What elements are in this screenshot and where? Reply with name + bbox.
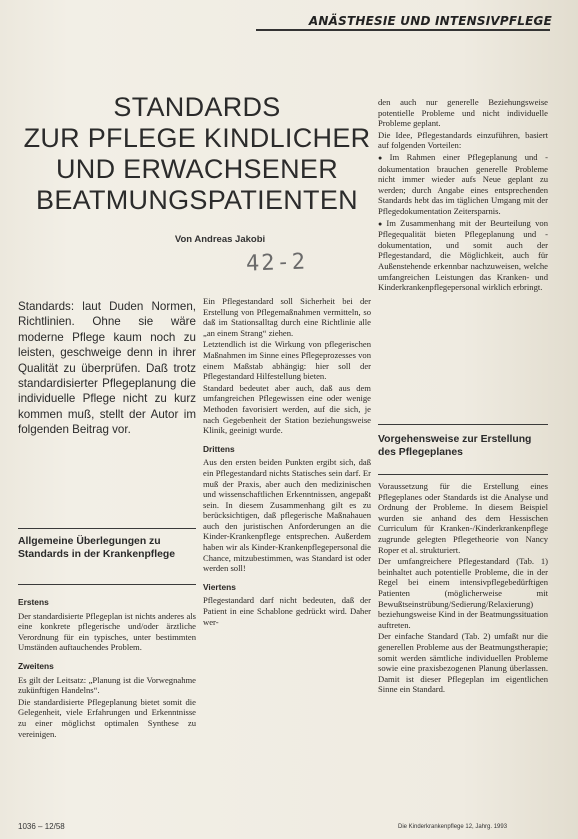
divider <box>18 528 196 529</box>
page-number: 1036 – 12/58 <box>18 822 65 831</box>
subheading: Erstens <box>18 597 49 607</box>
paragraph: Letztendlich ist die Wirkung von pflegerischen Maßnahmen im Sinne eines Pflegeprozesses von einem Maßstab abhängig: hier soll der Pflegestandard Hilfestellung bieten. <box>203 339 371 382</box>
handwritten-note: 42-2 <box>245 249 308 277</box>
bullet-item: ● Im Zusammenhang mit der Beurteilung von Pflegequalität bieten Pflegeplanung und -dokumentation, und somit auch der Pflegestandard, die Möglichkeit, auch für Außenstehende erkennbar nachzuweisen, welche umfangreichen Leistungen das Kranken- und Kinderkrankenpflegepersonal wirklich erbringt. <box>378 218 548 293</box>
article-title <box>12 92 382 216</box>
journal-footer: Die Kinderkrankenpflege 12, Jahrg. 1993 <box>398 824 508 830</box>
subheading: Drittens <box>203 443 235 454</box>
section-tag: ANÄSTHESIE UND INTENSIVPFLEGE <box>308 14 552 28</box>
paragraph: Aus den ersten beiden Punkten ergibt sich, daß ein Pflegestandard nichts Statisches sein darf. Er muß der Praxis, aber auch den medizinischen und wissenschaftlichen Erkenntnissen, angepaßt sein. In diesem Zusammenhang gilt es zu berücksichtigen, daß pflegerische Maßnahauen auch den juristischen Anforderungen an die Kinder-Krankenpflege entsprechen. Außerdem haben wir als Kinder-Krankenpflegepersonal die Chance, mitzubestimmen, was Standard ist oder werden soll! <box>203 457 371 574</box>
paragraph: Die Idee, Pflegestandards einzuführen, basiert auf folgenden Vorteilen: <box>378 129 548 151</box>
author-line: Von Andreas Jakobi <box>174 234 266 245</box>
paragraph: Ein Pflegestandard soll Sicherheit bei der Erstellung von Pflegemaßnahmen vermitteln, so daß im Stationsalltag durch eine Richtlinie alle „an einem Strang“ ziehen. <box>203 296 371 338</box>
title-line: ZUR PFLEGE KINDLICHER <box>23 123 371 153</box>
paragraph: Pflegestandard darf nicht bedeuten, daß der Patient in eine Schablone gedrückt wird. Daher wer- <box>203 595 371 627</box>
divider <box>378 474 548 475</box>
column-middle <box>203 296 371 628</box>
column-right-lower <box>378 481 548 696</box>
paragraph: Der einfache Standard (Tab. 2) umfaßt nur die generellen Probleme aus der Beatmungstherapie; somit werden sämtliche individuellen Probleme sowie eine praxisbezogenen Planung überlassen. Damit ist dieser Pflegeplan im eigentlichen Sinne ein Standard. <box>378 631 548 695</box>
title-line: STANDARDS <box>113 92 281 122</box>
paragraph: den auch nur generelle Beziehungsweise potentielle Probleme und nicht individuelle Probleme geplant. <box>378 97 548 129</box>
divider <box>18 584 196 585</box>
section-heading-right: Vorgehensweise zur Erstellung des Pflegeplanes <box>378 434 532 458</box>
lead-paragraph: Standards: laut Duden Normen, Richtlinien. Ohne sie wäre moderne Pflege kaum noch zu leisten, geschweige denn in ihrer Qualität zu überprüfen. Daß trotz standardisierter Pflegeplanung die individuelle Pflege nicht zu kurz kommen muß, stellt der Autor im folgenden Beitrag vor. <box>18 300 196 437</box>
section-heading-left: Allgemeine Überlegungen zu Standards in der Krankenpflege <box>18 536 176 560</box>
header-rule <box>256 29 550 31</box>
paragraph: Der standardisierte Pflegeplan ist nichts anderes als eine konkrete pflegerische und/oder ärztliche Verordnung für ein typisches, unter bestimmten Umständen auftauchendes Problem. <box>18 610 196 653</box>
column-left <box>18 593 196 740</box>
title-line: BEATMUNGSPATIENTEN <box>36 185 358 215</box>
bullet-item: ● Im Rahmen einer Pflegeplanung und -dokumentation brauchen generelle Probleme nicht immer wieder aufs Neue geplant zu werden; durch Angabe eines entsprechenden Standards hebt das im täglichen Umgang mit der Pflegedokumentation Zeitersparnis. <box>378 152 548 217</box>
paragraph: Es gilt der Leitsatz: „Planung ist die Vorwegnahme zukünftigen Handelns“. <box>18 674 196 696</box>
paragraph: Der umfangreichere Pflegestandard (Tab. 1) beinhaltet auch potentielle Probleme, die in der Regel bei einem intensivpflegebedürftigen Patienten (möglicherweise mit Bewußtseinstrübung/Sedierung/Relaxierung) beziehungsweise Kind in der Beatmungssituation auftreten. <box>378 556 548 630</box>
title-line: UND ERWACHSENER <box>55 154 339 184</box>
subheading: Zweitens <box>18 660 54 671</box>
divider <box>378 424 548 425</box>
paragraph: Standard bedeutet aber auch, daß aus dem umfangreichen Pflegewissen eine oder wenige Methoden favorisiert werden, auf die sich, je nach Gegebenheit der Station beziehungsweise Klinik, geeinigt wurde. <box>203 382 371 436</box>
paragraph: Voraussetzung für die Erstellung eines Pflegeplanes oder Standards ist die Analyse und Ordnung der Probleme. In diesem Beispiel wurden sie anhand des dem Hessischen Curriculum für Kranken-/Kinderkrankenpflege zugrunde gelegten Pflegetheorie von Nancy Roper et al. strukturiert. <box>378 481 548 555</box>
subheading: Viertens <box>203 581 236 592</box>
column-right <box>378 97 548 294</box>
paragraph: Die standardisierte Pflegeplanung bietet somit die Gelegenheit, viele Erfahrungen und Erkenntnisse zu einer möglichst optimalen Synthese zu vereinigen. <box>18 696 196 739</box>
